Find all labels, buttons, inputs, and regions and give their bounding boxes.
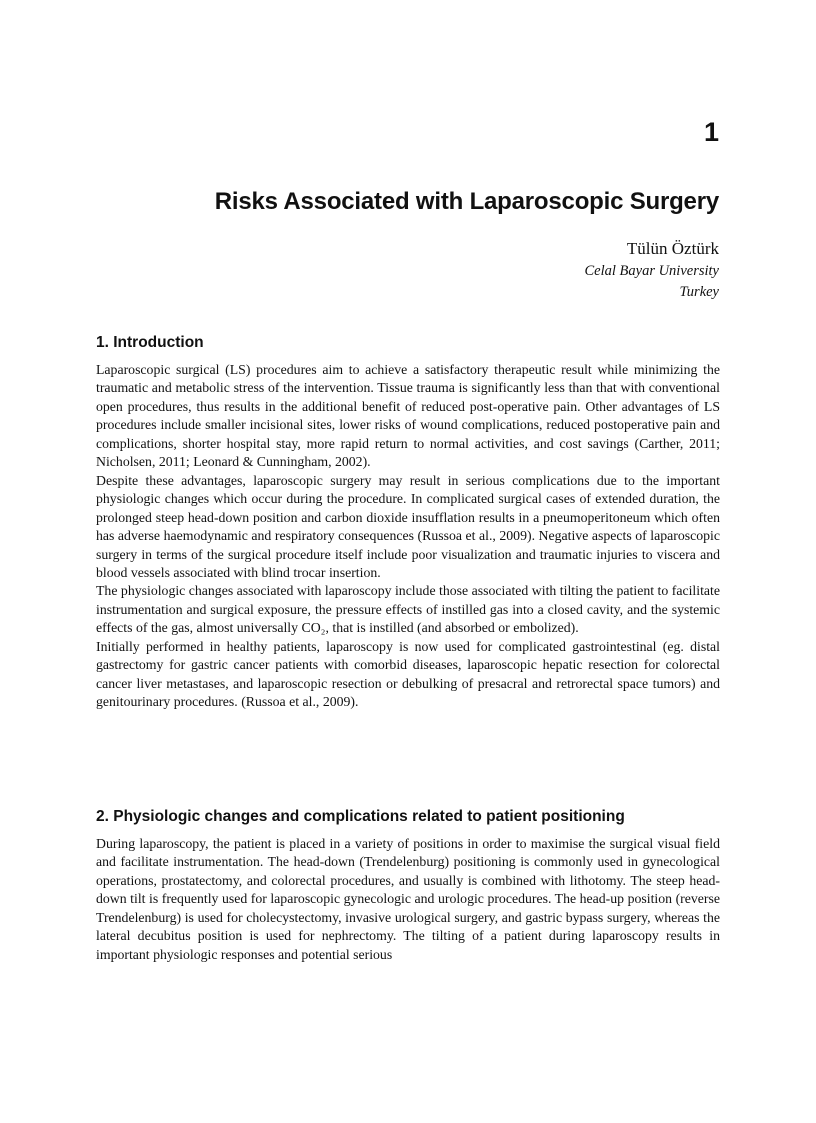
introduction-body — [96, 361, 720, 712]
paragraph: During laparoscopy, the patient is placed in a variety of positions in order to maximise the surgical visual field and facilitate instrumentation. The head-down (Trendelenburg) positioning is commonly used in gynecological operations, prostatectomy, and colorectal procedures, and usually is combined with lithotomy. The steep head-down tilt is frequently used for laparoscopic gynecologic and urologic procedures. The head-up position (reverse Trendelenburg) is used for cholecystectomy, invasive urological surgery, and gastric bypass surgery, whereas the lateral decubitus position is used for nephrectomy. The tilting of a patient during laparoscopy results in important physiologic responses and potential serious — [96, 836, 720, 962]
author-name: Tülün Öztürk — [626, 239, 719, 258]
section-heading-positioning: 2. Physiologic changes and complications related to patient positioning — [96, 808, 625, 825]
author-country: Turkey — [679, 284, 719, 300]
paragraph: Initially performed in healthy patients, laparoscopy is now used for complicated gastrointestinal (eg. distal gastrectomy for gastric cancer patients with comorbid diseases, laparoscopic hepatic resection for colorectal cancer liver metastases, and laparoscopic resection or debulking of presacral and retrorectal space tumors) and genitourinary procedures. (Russoa et al., 2009). — [96, 638, 720, 710]
paragraph: The physiologic changes associated with laparoscopy include those associated with tilting the patient to facilitate instrumentation and surgical exposure, the pressure effects of instilled gas into a closed cavity, and the systemic effects of the gas, almost universally CO₂, that is instilled (and absorbed or embolized). — [96, 583, 720, 636]
author-block — [584, 237, 719, 303]
author-affiliation: Celal Bayar University — [584, 263, 719, 279]
paragraph: Despite these advantages, laparoscopic surgery may result in serious complications due to the important physiologic changes which occur during the procedure. In complicated surgical cases of extended duration, the prolonged steep head-down position and carbon dioxide insufflation results in a pneumoperitoneum which often has adverse haemodynamic and respiratory consequences (Russoa et al., 2009). Negative aspects of laparoscopic surgery in terms of the surgical procedure itself include poor visualization and traumatic injuries to viscera and blood vessels associated with blind trocar insertion. — [96, 472, 720, 580]
chapter-number: 1 — [703, 117, 719, 147]
chapter-title: Risks Associated with Laparoscopic Surgery — [214, 188, 719, 215]
positioning-body — [96, 835, 720, 964]
paragraph: Laparoscopic surgical (LS) procedures aim to achieve a satisfactory therapeutic result while minimizing the traumatic and metabolic stress of the intervention. Tissue trauma is significantly less than that with conventional open procedures, thus results in the additional benefit of reduced post-operative pain. Other advantages of LS procedures include smaller incisional sites, lower risks of wound complications, reduced postoperative pain and complications, shorter hospital stay, more rapid return to normal activities, and cost savings (Carther, 2011; Nicholsen, 2011; Leonard & Cunningham, 2002). — [96, 362, 720, 470]
section-heading-introduction: 1. Introduction — [96, 334, 204, 351]
